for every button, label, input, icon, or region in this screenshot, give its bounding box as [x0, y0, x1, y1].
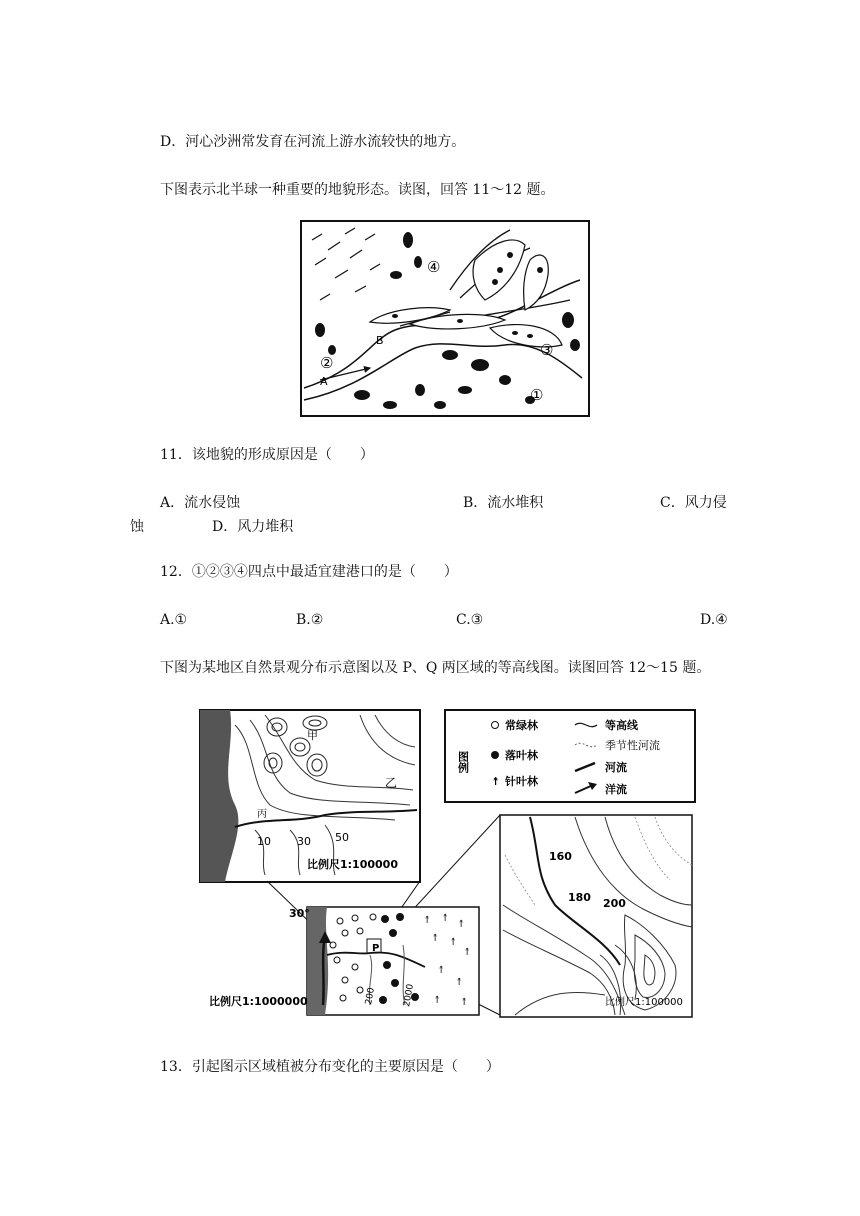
svg-text:↟: ↟ — [457, 919, 466, 930]
topo-left-inset — [200, 710, 420, 882]
svg-text:↟: ↟ — [491, 775, 501, 788]
latitude-30: 30° — [289, 907, 310, 920]
svg-text:↟: ↟ — [455, 977, 464, 988]
q11-option-c-wrap: 蚀 — [130, 519, 144, 535]
intro-questions-12-15: 下图为某地区自然景观分布示意图以及 P、Q 两区域的等高线图。读图回答 12～15 题。 — [160, 660, 711, 676]
main-contour-2000: 2000 — [402, 983, 416, 1008]
topo-right-inset — [500, 815, 692, 1017]
scale-left: 比例尺1:100000 — [307, 858, 398, 871]
q11-option-a: A．流水侵蚀 — [160, 495, 241, 511]
legend-conifer: 针叶林 — [505, 775, 538, 788]
legend-river: 河流 — [605, 761, 627, 774]
scale-main: 比例尺1:1000000 — [209, 995, 308, 1008]
q12-option-a: A.① — [160, 612, 188, 628]
legend-deciduous: 落叶林 — [505, 749, 538, 762]
svg-text:↟: ↟ — [433, 995, 442, 1006]
marker-3: ③ — [540, 341, 554, 359]
marker-1: ① — [530, 386, 544, 404]
label-a: A — [320, 375, 328, 388]
svg-text:↟: ↟ — [460, 997, 469, 1008]
legend-evergreen: 常绿林 — [505, 719, 538, 732]
legend-contour: 等高线 — [605, 719, 638, 732]
contour-30: 30 — [297, 835, 311, 848]
svg-text:↟: ↟ — [463, 947, 472, 958]
legend — [445, 710, 695, 802]
contour-50: 50 — [335, 831, 349, 844]
marker-4: ④ — [427, 258, 441, 276]
right-contour-180: 180 — [568, 891, 591, 904]
legend-seasonal-river: 季节性河流 — [605, 739, 660, 752]
q12-option-b: B.② — [296, 612, 324, 628]
contour-10: 10 — [257, 835, 271, 848]
marker-2: ② — [320, 354, 334, 372]
svg-text:↟: ↟ — [431, 933, 440, 944]
label-yi: 乙 — [385, 776, 398, 790]
right-contour-200: 200 — [603, 897, 626, 910]
label-jia: 甲 — [307, 729, 318, 742]
svg-text:↟: ↟ — [437, 965, 446, 976]
label-p: P — [372, 943, 380, 954]
right-contour-160: 160 — [549, 850, 572, 863]
main-vegetation-map — [209, 907, 479, 1015]
option-d-previous: D．河心沙洲常发育在河流上游水流较快的地方。 — [160, 134, 466, 150]
main-contour-200: 200 — [364, 986, 377, 1006]
question-13: 13．引起图示区域植被分布变化的主要原因是（ ） — [160, 1059, 500, 1075]
legend-current: 洋流 — [605, 783, 627, 796]
q12-option-d: D.④ — [700, 612, 728, 628]
vegetation-contour-figure — [195, 705, 700, 1025]
q12-option-c: C.③ — [456, 612, 484, 628]
question-12: 12．①②③④四点中最适宜建港口的是（ ） — [160, 564, 458, 580]
legend-title: 图例 — [456, 751, 470, 773]
scale-right: 比例尺1:100000 — [605, 997, 683, 1008]
label-bing: 丙 — [257, 809, 267, 820]
svg-text:↟: ↟ — [441, 913, 450, 924]
q11-option-d: D．风力堆积 — [212, 519, 294, 535]
q11-option-c: C．风力侵 — [660, 495, 727, 511]
q11-option-b: B．流水堆积 — [463, 495, 544, 511]
question-11: 11．该地貌的形成原因是（ ） — [160, 447, 374, 463]
delta-landform-figure — [300, 220, 590, 417]
label-b: B — [376, 334, 384, 347]
svg-text:↟: ↟ — [449, 937, 458, 948]
intro-questions-11-12: 下图表示北半球一种重要的地貌形态。读图，回答 11～12 题。 — [160, 182, 555, 198]
svg-text:↟: ↟ — [423, 915, 432, 926]
